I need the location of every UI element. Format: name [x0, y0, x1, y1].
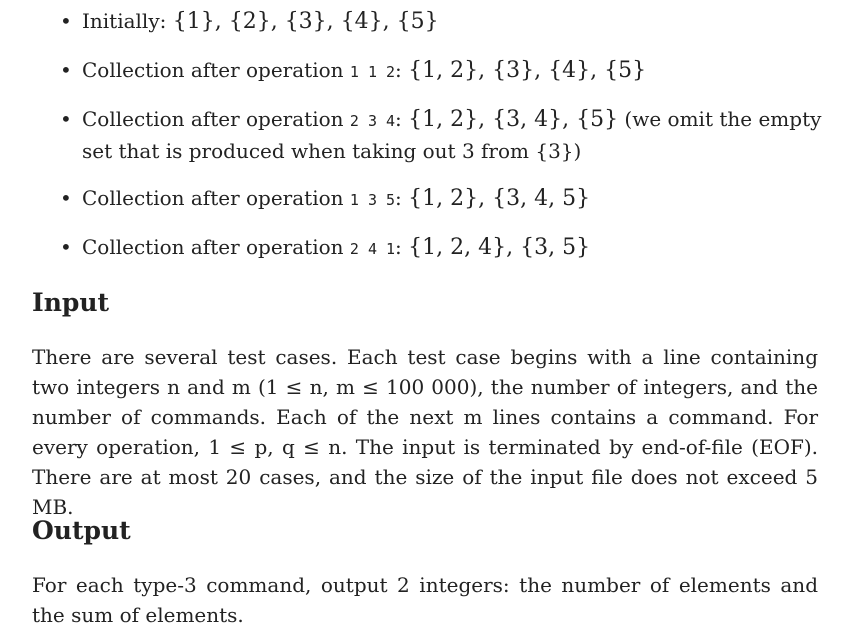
- bullet-prefix: Collection after operation: [82, 186, 350, 210]
- bullet-prefix: Collection after operation: [82, 58, 350, 82]
- bullet-code: 1 3 5: [349, 191, 396, 209]
- bullet-math: {1, 2}, {3}, {4}, {5}: [408, 58, 647, 83]
- input-heading: Input: [32, 288, 110, 317]
- bullet-sep: :: [395, 58, 409, 82]
- list-item: [60, 183, 822, 215]
- bullet-code: 2 3 4: [349, 112, 396, 130]
- bullet-icon: •: [60, 107, 72, 131]
- output-heading: Output: [32, 516, 131, 545]
- output-description: For each type-3 command, output 2 integers: the number of elements and the sum of elements.: [32, 573, 818, 627]
- bullet-icon: •: [60, 186, 72, 210]
- bullet-prefix: Initially:: [82, 9, 173, 33]
- bullet-suffix: (we omit the empty set that is produced when taking out 3 from {3}): [82, 107, 822, 163]
- list-item: [60, 55, 822, 87]
- bullet-icon: •: [60, 58, 72, 82]
- bullet-sep: :: [395, 107, 409, 131]
- bullet-icon: •: [60, 9, 72, 33]
- bullet-math: {1, 2}, {3, 4, 5}: [408, 186, 591, 211]
- bullet-math: {1, 2, 4}, {3, 5}: [408, 235, 591, 260]
- bullet-prefix: Collection after operation: [82, 235, 350, 259]
- list-item: [60, 6, 822, 37]
- bullet-icon: •: [60, 235, 72, 259]
- list-item: [60, 104, 822, 166]
- bullet-code: 1 1 2: [349, 63, 396, 81]
- bullet-sep: :: [395, 186, 409, 210]
- input-description: There are several test cases. Each test case begins with a line containing two integers n and m (1 ≤ n, m ≤ 100 000), the number of integers, and the number of commands. Each of the next m lines contains a command. For every operation, 1 ≤ p, q ≤ n. The input is terminated by end-of-file (EOF). There are at most 20 cases, and the size of the input file does not exceed 5 MB.: [32, 345, 818, 519]
- bullet-sep: :: [395, 235, 409, 259]
- list-item: [60, 232, 822, 264]
- bullet-code: 2 4 1: [349, 240, 396, 258]
- bullet-prefix: Collection after operation: [82, 107, 350, 131]
- bullet-math: {1}, {2}, {3}, {4}, {5}: [172, 9, 439, 34]
- bullet-math: {1, 2}, {3, 4}, {5}: [408, 107, 619, 132]
